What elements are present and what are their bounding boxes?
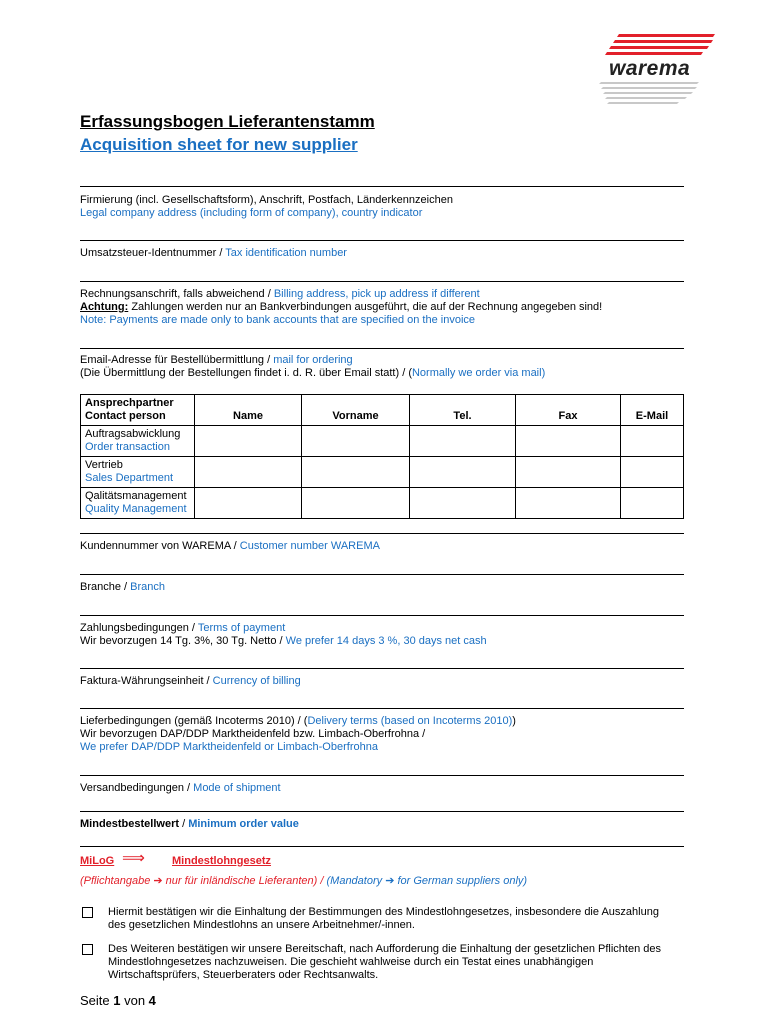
payment-label	[80, 622, 285, 635]
table-row	[81, 457, 684, 488]
payment-preference-de: Wir bevorzugen 14 Tg. 3%, 30 Tg. Netto /	[80, 635, 286, 647]
confirm-minimum-wage-line2: des gesetzlichen Mindestlohns an unsere Arbeitnehmer/-innen.	[108, 919, 415, 931]
row-label-de: Qalitätsmanagement	[85, 490, 187, 502]
payment-label-de: Zahlungsbedingungen /	[80, 622, 198, 634]
customer-label	[80, 540, 380, 553]
tax-label	[80, 247, 347, 260]
billing-label-de: Rechnungsanschrift, falls abweichend /	[80, 288, 274, 300]
milog-subtitle-de2: nur für inländische Lieferanten)	[162, 875, 318, 887]
confirm-readiness-line3: Wirtschaftsprüfers, Steuerberaters oder Rechtsanwalts.	[108, 969, 379, 981]
billing-label	[80, 288, 480, 301]
min-order-separator: /	[179, 818, 189, 830]
tax-label-en: Tax identification number	[225, 247, 347, 259]
customer-label-en: Customer number WAREMA	[239, 540, 380, 552]
billing-note	[80, 301, 602, 314]
cell-email[interactable]	[621, 457, 684, 488]
cell-first-name[interactable]	[302, 457, 410, 488]
cell-first-name[interactable]	[302, 426, 410, 457]
header-first-name: Vorname	[302, 395, 410, 426]
min-order-label	[80, 818, 299, 831]
confirm-minimum-wage-line1: Hiermit bestätigen wir die Einhaltung der Bestimmungen des Mindestlohngesetzes, insbesondere die Auszahlung	[108, 906, 659, 918]
divider-line	[80, 533, 684, 534]
milog-label: MiLoG	[80, 855, 115, 867]
branch-label-de: Branche /	[80, 581, 131, 593]
divider-line	[80, 574, 684, 575]
cell-email[interactable]	[621, 488, 684, 519]
billing-label-en: Billing address, pick up address if different	[273, 288, 480, 300]
delivery-label-de: Lieferbedingungen (gemäß Incoterms 2010) / (	[80, 715, 308, 727]
cell-name[interactable]	[195, 457, 302, 488]
header-contact-person	[81, 395, 195, 426]
currency-label	[80, 675, 301, 688]
branch-label-en: Branch	[130, 581, 165, 593]
payment-preference-en: We prefer 14 days 3 %, 30 days net cash	[285, 635, 487, 647]
delivery-preference-en: We prefer DAP/DDP Marktheidenfeld or Limbach-Oberfrohna	[80, 741, 378, 753]
email-label	[80, 354, 353, 367]
row-label-en: Order transaction	[85, 441, 170, 453]
contact-table	[80, 394, 684, 519]
arrow-icon: ➔	[153, 875, 163, 887]
page-total: 4	[148, 993, 156, 1008]
milog-subtitle-separator: /	[317, 875, 327, 887]
arrow-icon: ➔	[385, 875, 395, 887]
company-label-de: Firmierung (incl. Gesellschaftsform), Anschrift, Postfach, Länderkennzeichen	[80, 194, 453, 206]
tax-label-de: Umsatzsteuer-Identnummer /	[80, 247, 226, 259]
page-current: 1	[113, 993, 121, 1008]
delivery-label-en: Delivery terms (based on Incoterms 2010)	[307, 715, 513, 727]
confirm-readiness-line1: Des Weiteren bestätigen wir unsere Bereitschaft, nach Aufforderung die Einhaltung der gesetzlichen Pflichten des	[108, 943, 661, 955]
row-label	[81, 457, 195, 488]
email-note-en: Normally we order via mail)	[411, 367, 546, 379]
milog-subtitle-de: (Pflichtangabe	[80, 875, 154, 887]
divider-line	[80, 811, 684, 812]
cell-email[interactable]	[621, 426, 684, 457]
branch-label	[80, 581, 165, 594]
min-order-label-en: Minimum order value	[188, 818, 299, 830]
warema-logo-text: warema	[609, 57, 691, 80]
contact-table-header	[81, 395, 684, 426]
divider-line	[80, 348, 684, 349]
billing-note-de: Zahlungen werden nur an Bankverbindungen ausgeführt, die auf der Rechnung angegeben sind!	[128, 301, 603, 313]
cell-phone[interactable]	[410, 488, 516, 519]
currency-label-de: Faktura-Währungseinheit /	[80, 675, 213, 687]
arrow-right-icon: ⟹	[122, 850, 145, 867]
min-order-label-de: Mindestbestellwert	[80, 818, 180, 830]
cell-fax[interactable]	[516, 457, 621, 488]
confirm-readiness-line2: Mindestlohngesetzes nachzuweisen. Die geschieht wahlweise durch ein Testat eines unabhängigen	[108, 956, 594, 968]
title-german: Erfassungsbogen Lieferantenstamm	[80, 112, 375, 131]
payment-preference	[80, 635, 487, 648]
email-label-en: mail for ordering	[273, 354, 353, 366]
row-label-de: Vertrieb	[85, 459, 123, 471]
divider-line	[80, 775, 684, 776]
cell-name[interactable]	[195, 426, 302, 457]
email-note	[80, 367, 545, 380]
divider-line	[80, 615, 684, 616]
header-email: E-Mail	[621, 395, 684, 426]
row-label-de: Auftragsabwicklung	[85, 428, 181, 440]
shipment-label-de: Versandbedingungen /	[80, 782, 194, 794]
confirm-readiness-checkbox[interactable]	[82, 944, 93, 955]
header-contact-en: Contact person	[85, 410, 166, 422]
divider-line	[80, 846, 684, 847]
company-label-en: Legal company address (including form of company), country indicator	[80, 207, 423, 219]
divider-line	[80, 668, 684, 669]
cell-phone[interactable]	[410, 457, 516, 488]
email-label-de: Email-Adresse für Bestellübermittlung /	[80, 354, 274, 366]
divider-line	[80, 186, 684, 187]
divider-line	[80, 281, 684, 282]
cell-fax[interactable]	[516, 426, 621, 457]
currency-label-en: Currency of billing	[212, 675, 301, 687]
shipment-label-en: Mode of shipment	[193, 782, 281, 794]
cell-phone[interactable]	[410, 426, 516, 457]
divider-line	[80, 708, 684, 709]
payment-label-en: Terms of payment	[197, 622, 286, 634]
cell-first-name[interactable]	[302, 488, 410, 519]
customer-label-de: Kundennummer von WAREMA /	[80, 540, 240, 552]
header-contact-de: Ansprechpartner	[85, 397, 174, 409]
confirm-minimum-wage-checkbox[interactable]	[82, 907, 93, 918]
billing-note-label: Achtung:	[80, 301, 129, 313]
cell-name[interactable]	[195, 488, 302, 519]
header-name: Name	[195, 395, 302, 426]
divider-line	[80, 240, 684, 241]
table-row	[81, 426, 684, 457]
page-number	[80, 993, 156, 1008]
milog-subtitle-en2: for German suppliers only)	[394, 875, 528, 887]
milog-subtitle-en: (Mandatory	[326, 875, 386, 887]
row-label	[81, 488, 195, 519]
warema-logo	[597, 30, 717, 112]
email-note-de: (Die Übermittlung der Bestellungen findet i. d. R. über Email statt) / (	[80, 367, 412, 379]
delivery-label: Lieferbedingungen (gemäß Incoterms 2010) / (Delivery terms (based on Incoterms 2010))	[80, 715, 516, 727]
header-fax: Fax	[516, 395, 621, 426]
milog-title: Mindestlohngesetz	[172, 855, 272, 867]
table-row	[81, 488, 684, 519]
title-english: Acquisition sheet for new supplier	[80, 135, 358, 154]
header-phone: Tel.	[410, 395, 516, 426]
billing-note-en: Note: Payments are made only to bank accounts that are specified on the invoice	[80, 314, 476, 326]
cell-fax[interactable]	[516, 488, 621, 519]
page-mid: von	[120, 993, 149, 1008]
shipment-label	[80, 782, 281, 795]
row-label	[81, 426, 195, 457]
milog-subtitle	[80, 875, 527, 888]
row-label-en: Sales Department	[85, 472, 174, 484]
delivery-preference-de: Wir bevorzugen DAP/DDP Marktheidenfeld bzw. Limbach-Oberfrohna /	[80, 728, 426, 740]
page-prefix: Seite	[80, 993, 114, 1008]
row-label-en: Quality Management	[85, 503, 187, 515]
